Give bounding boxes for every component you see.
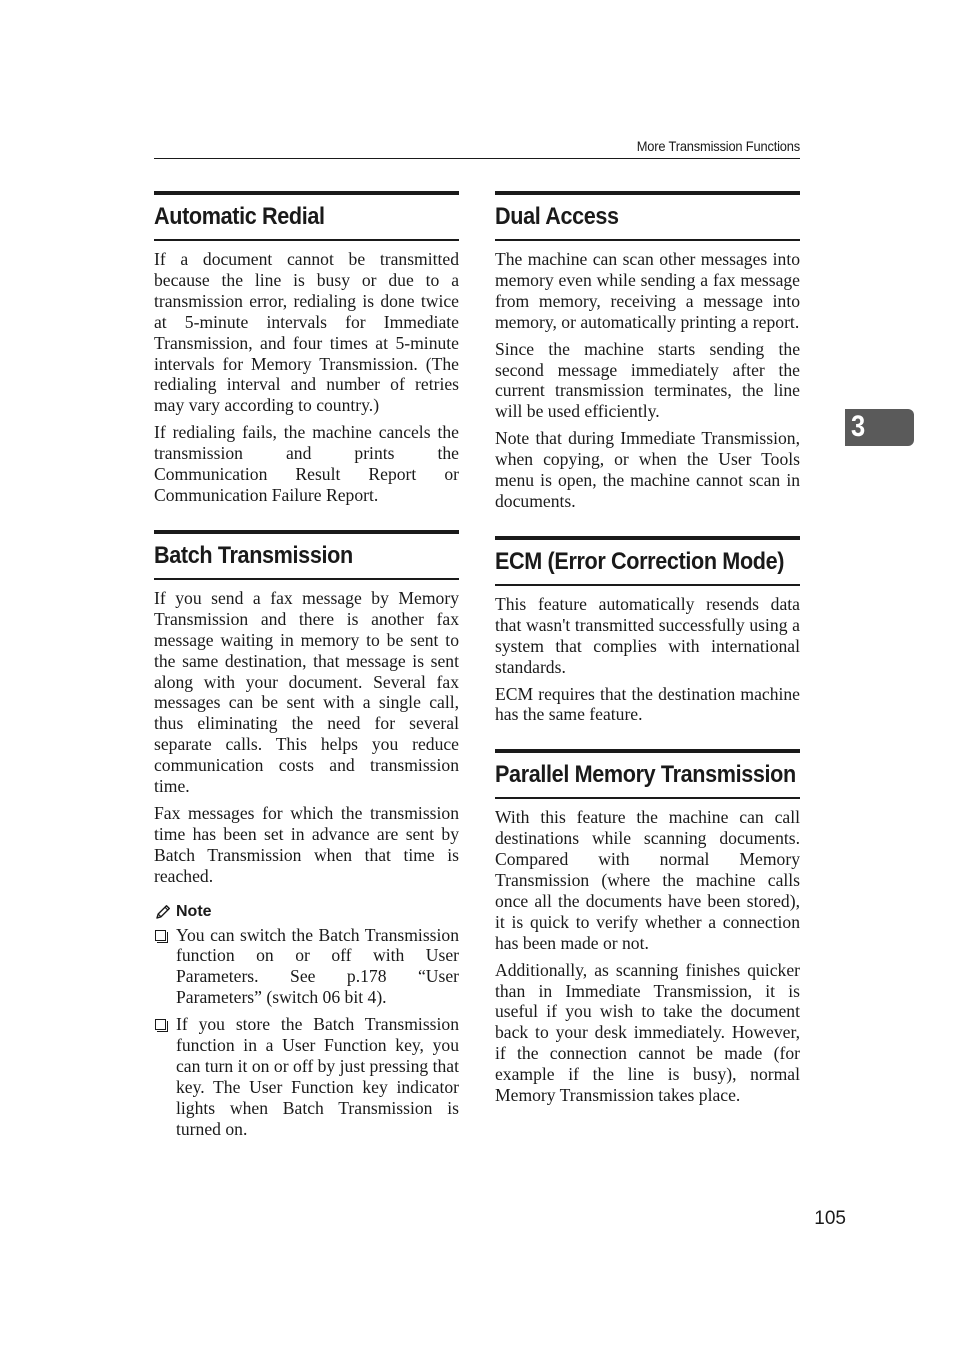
paragraph: Since the machine starts sending the second message immediately after the current transmission terminates, the line will be used efficiently.	[495, 338, 800, 422]
checkbox-icon	[155, 1019, 166, 1030]
section-heading	[154, 530, 459, 580]
section-ecm	[495, 536, 800, 725]
paragraph: Additionally, as scanning finishes quicker than in Immediate Transmission, it is useful if you wish to take the document back to your desk immediately. However, if the connection cannot be made (for example if the line is busy), normal Memory Transmission takes place.	[495, 959, 800, 1106]
section-batch-transmission	[154, 530, 459, 1140]
section-parallel-memory-transmission	[495, 749, 800, 1106]
chapter-number: 3	[851, 410, 866, 443]
paragraph: If a document cannot be transmitted because the line is busy or due to a transmission error, redialing is done twice at 5-minute intervals for Immediate Transmission, and four times at 5-minute intervals for Memory Transmission. (The redialing interval and number of retries may vary according to country.)	[154, 249, 459, 416]
section-title: Dual Access	[495, 203, 619, 230]
section-title: Parallel Memory Transmission	[495, 761, 796, 789]
note-label: Note	[176, 902, 212, 920]
section-automatic-redial	[154, 191, 459, 506]
right-column	[495, 191, 800, 1130]
section-heading	[495, 191, 800, 241]
paragraph: Fax messages for which the transmission time has been set in advance are sent by Batch Transmission when that time is reached.	[154, 802, 459, 886]
paragraph: If you send a fax message by Memory Transmission and there is another fax message waiting in memory to be sent to the same destination, that message is sent along with your document. Several fax messages can be sent with a single call, thus eliminating the need for several separate calls. This helps you reduce communication costs and transmission time.	[154, 587, 459, 797]
section-title: Batch Transmission	[154, 541, 353, 569]
paragraph: This feature automatically resends data that wasn't transmitted successfully using a system that complies with international standards.	[495, 593, 800, 677]
section-title: ECM (Error Correction Mode)	[495, 547, 785, 575]
page-number: 105	[814, 1208, 846, 1229]
running-header: More Transmission Functions	[636, 138, 800, 154]
section-heading	[495, 749, 800, 799]
section-heading	[154, 191, 459, 241]
note-list	[154, 925, 459, 1140]
section-title: Automatic Redial	[154, 203, 325, 230]
section-heading	[495, 536, 800, 586]
checkbox-icon	[155, 930, 166, 941]
paragraph: With this feature the machine can call destinations while scanning documents. Compared with normal Memory Transmission (where the machine calls once all the documents have been stored), it is quick to verify whether a connection has been made or not.	[495, 807, 800, 953]
paragraph: If redialing fails, the machine cancels the transmission and prints the Communication Result Report or Communication Failure Report.	[154, 422, 459, 505]
section-dual-access	[495, 191, 800, 512]
note-text: If you store the Batch Transmission function in a User Function key, you can turn it on or off by just pressing that key. The User Function key indicator lights when Batch Transmission is turned on.	[176, 1014, 459, 1139]
note-item	[154, 1014, 459, 1139]
pencil-icon	[154, 903, 172, 921]
note-text: You can switch the Batch Transmission function on or off with User Parameters. See p.178 “User Parameters” (switch 06 bit 4).	[176, 924, 459, 1008]
left-column	[154, 191, 459, 1164]
paragraph: ECM requires that the destination machine has the same feature.	[495, 683, 800, 725]
note-item	[154, 925, 459, 1009]
header-rule	[154, 158, 800, 159]
paragraph: Note that during Immediate Transmission, when copying, or when the User Tools menu is open, the machine cannot scan in documents.	[495, 428, 800, 511]
chapter-tab	[845, 409, 914, 446]
paragraph: The machine can scan other messages into memory even while sending a fax message from memory, receiving a message into memory, or automatically printing a report.	[495, 249, 800, 332]
note-heading	[154, 903, 459, 921]
